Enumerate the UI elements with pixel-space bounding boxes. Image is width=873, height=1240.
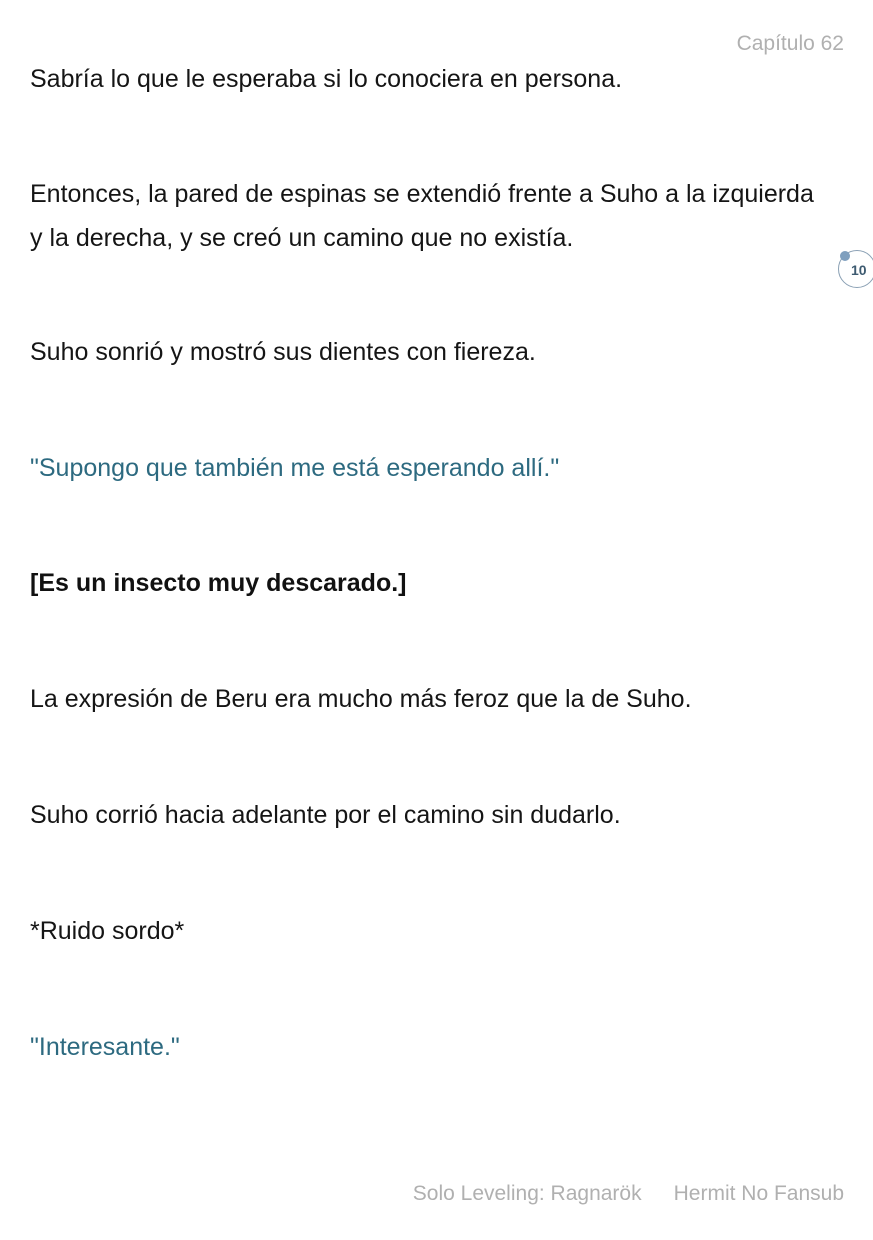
sound-effect: *Ruido sordo* xyxy=(30,917,185,945)
badge-dot-icon xyxy=(840,251,850,261)
novel-title: Solo Leveling: Ragnarök xyxy=(412,1182,642,1205)
paragraph-1: Sabría lo que le esperaba si lo conociera en persona. xyxy=(30,65,623,93)
paragraph-5: Suho corrió hacia adelante por el camino sin dudarlo. xyxy=(30,801,621,829)
dialogue-line-1: "Supongo que también me está esperando allí." xyxy=(30,454,560,482)
chapter-title: Capítulo 62 xyxy=(736,32,844,55)
page-number-badge[interactable] xyxy=(838,250,873,288)
paragraph-4: La expresión de Beru era mucho más feroz que la de Suho. xyxy=(30,685,692,713)
paragraph-3: Suho sonrió y mostró sus dientes con fiereza. xyxy=(30,338,536,366)
dialogue-line-2: "Interesante." xyxy=(30,1033,180,1061)
translator-group: Hermit No Fansub xyxy=(673,1182,844,1205)
page-number: 10 xyxy=(851,262,867,278)
system-message: [Es un insecto muy descarado.] xyxy=(30,569,407,597)
footer xyxy=(413,1182,844,1206)
paragraph-2: Entonces, la pared de espinas se extendió frente a Suho a la izquierda y la derecha, y se creó un camino que no existía. xyxy=(30,180,814,252)
